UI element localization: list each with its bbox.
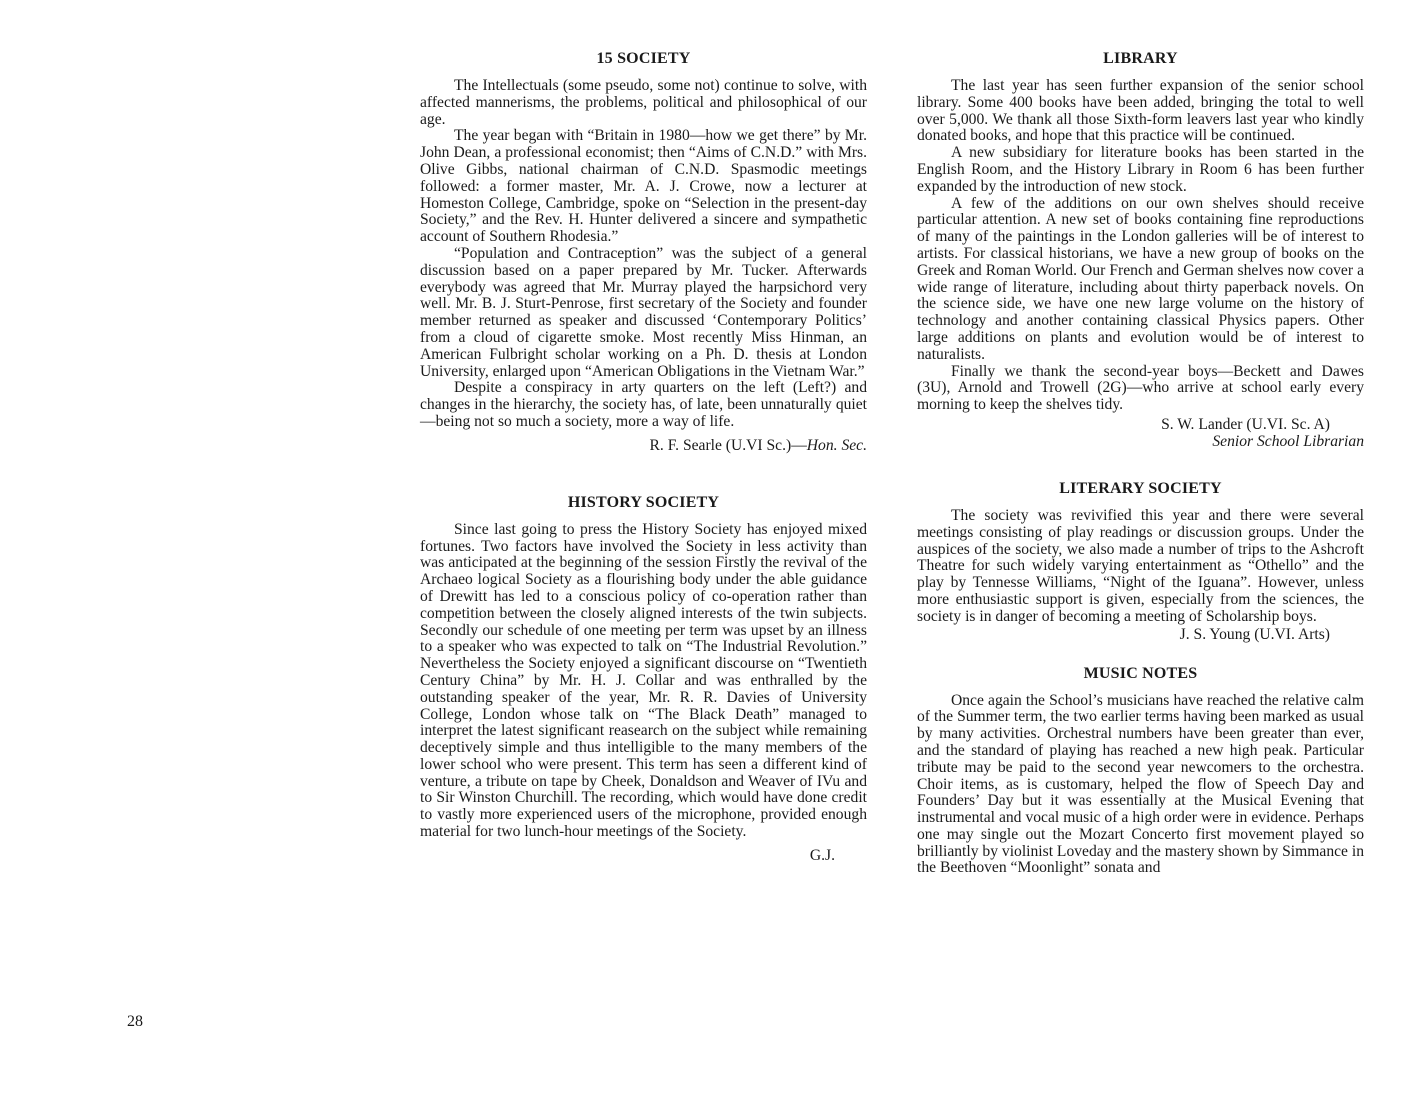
literary-society-signature: J. S. Young (U.VI. Arts) [1179,625,1330,643]
fifteen-society-heading: 15 SOCIETY [596,50,691,67]
fifteen-society-paragraph: The year began with “Britain in 1980—how we get there” by Mr. John Dean, a professional economist; then “Aims of C.N.D.” with Mrs. Olive Gibbs, national chairman of C.N.D. Spasmodic meetings followed: a former master, Mr. A. J. Crowe, now a lecturer at Homeston College, Cambridge, spoke on “Selection in the present-day Society,” and the Rev. H. Hunter delivered a sincere and sympathetic account of Southern Rhodesia.” [420,127,867,246]
library-paragraph: A few of the additions on our own shelves should receive particular attention. A new set of books containing fine reproductions of many of the paintings in the London galleries will be of interest to artists. For classical historians, we have a new group of books on the Greek and Roman World. Our French and German shelves now cover a wide range of literature, including about thirty paperback novels. On the science side, we have one new large volume on the history of technology and another containing classical Physics papers. Other large additions on plants and evolution would be of interest to naturalists. [917,194,1364,363]
fifteen-society-signature [420,437,867,454]
right-column [917,50,1364,877]
library-signature [917,416,1364,450]
music-notes-paragraph: Once again the School’s musicians have reached the relative calm of the Summer term, the two earlier terms having been marked as usual by many activities. Orchestral numbers have been greater than ever, and the standard of playing has reached a new high peak. Particular tribute may be paid to the second year newcomers to the orchestra. Choir items, as is customary, helped the flow of Speech Day and Founders’ Day but it was essentially at the Musical Evening that instrumental and vocal music of a high order were in evidence. Perhaps one may single out the Mozart Concerto first movement played so brilliantly by violinist Loveday and the mastery shown by Simmance in the Beethoven “Moonlight” sonata and [917,691,1364,877]
library-heading: LIBRARY [1103,50,1178,67]
fifteen-society-paragraph: The Intellectuals (some pseudo, some not) continue to solve, with affected mannerisms, the problems, political and philosophical of our age. [420,77,867,128]
music-notes-heading: MUSIC NOTES [1083,664,1198,682]
music-notes-section [917,665,1364,878]
fifteen-society-paragraph: “Population and Contraception” was the subject of a general discussion based on a paper prepared by Mr. Tucker. Afterwards everybody was agreed that Mr. Murray played the harpsichord very well. Mr. B. J. Sturt-Penrose, first secretary of the Society and founder member returned as speaker and discussed ‘Contemporary Politics’ from a cloud of cigarette smoke. Most recently Miss Hinman, an American Fulbright scholar working on a Ph. D. thesis at London University, enlarged upon “American Obligations in the Vietnam War.” [420,244,867,380]
fifteen-society-signature-name: R. F. Searle (U.VI Sc.)— [649,436,807,454]
fifteen-society-paragraph: Despite a conspiracy in arty quarters on the left (Left?) and changes in the hierarchy, the society has, of late, been unnaturally quiet—being not so much a society, more a way of life. [420,379,867,430]
library-paragraph: Finally we thank the second-year boys—Beckett and Dawes (3U), Arnold and Trowell (2G)—who arrive at school early every morning to keep the shelves tidy. [917,362,1364,414]
history-society-section [420,494,867,864]
literary-society-heading: LITERARY SOCIETY [1059,479,1222,497]
history-society-paragraph: Since last going to press the History Society has enjoyed mixed fortunes. Two factors have involved the Society in less activity than was anticipated at the beginning of the session Firstly the revival of the Archaeo logical Society as a flourishing body under the able guidance of Drewitt has led to a conscious policy of co-operation rather than competition between the closely aligned interests of the twin subjects. Secondly our schedule of one meeting per term was upset by an illness to a speaker who was expected to talk on “The Industrial Revolution.” Nevertheless the Society enjoyed a significant discourse on “Twentieth Century China” by Mr. H. J. Collar and was enthralled by the outstanding speaker of the year, Mr. R. R. Davies of University College, London whose talk on “The Black Death” managed to interpret the latest significant reasearch on the subject while remaining deceptively simple and thus intelligible to the many members of the lower school who were present. This term has seen a different kind of venture, a tribute on tape by Cheek, Donaldson and Weaver of IVu and to Sir Winston Churchill. The recording, which would have done credit to vastly more experienced users of the microphone, provided enough material for two lunch-hour meetings of the Society. [420,520,867,841]
library-section [917,50,1364,450]
history-society-signature: G.J. [809,846,835,864]
left-column [420,50,867,864]
fifteen-society-signature-role: Hon. Sec. [806,436,867,454]
library-signature-name: S. W. Lander (U.VI. Sc. A) [1161,415,1330,433]
library-signature-role: Senior School Librarian [1212,432,1364,450]
history-society-heading: HISTORY SOCIETY [567,493,720,511]
literary-society-section [917,480,1364,643]
library-paragraph: A new subsidiary for literature books has been started in the English Room, and the History Library in Room 6 has been further expanded by the introduction of new stock. [917,144,1364,195]
library-paragraph: The last year has seen further expansion of the senior school library. Some 400 books have been added, bringing the total to well over 5,000. We thank all those Sixth-form leavers last year who kindly donated books, and hope that this practice will be continued. [917,77,1364,145]
page-number: 28 [127,1013,143,1030]
fifteen-society-section [420,50,867,454]
literary-society-paragraph: The society was revivified this year and there were several meetings consisting of play readings or discussion groups. Under the auspices of the society, we also made a number of trips to the Ashcroft Theatre for such widely varying entertainment as “Othello” and the play by Tennesse Williams, “Night of the Iguana”. However, unless more enthusiastic support is given, especially from the sciences, the society is in danger of becoming a meeting of Scholarship boys. [917,506,1364,625]
